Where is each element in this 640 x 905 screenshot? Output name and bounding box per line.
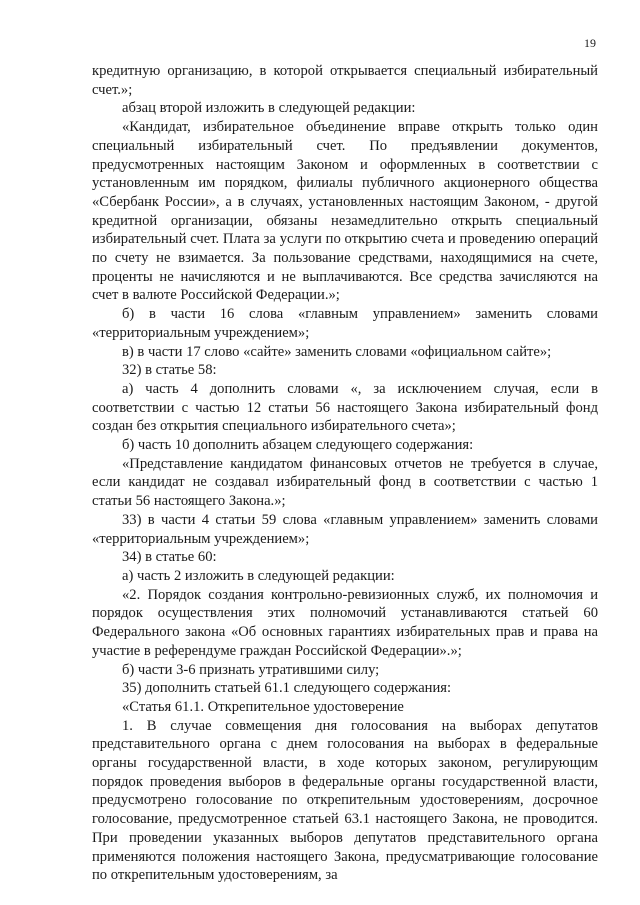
paragraph: «Представление кандидатом финансовых отчетов не требуется в случае, если кандидат не создавал избирательный фонд в соответствии с частью 1 статьи 56 настоящего Закона.»;	[92, 455, 598, 510]
paragraph: 32) в статье 58:	[122, 362, 217, 379]
paragraph: «2. Порядок создания контрольно-ревизионных служб, их полномочия и порядок осуществления этих полномочий устанавливаются статьей 60 Федерального закона «Об основных гарантиях избирательных прав и права на участие в референдуме граждан Российской Федерации».»;	[92, 586, 598, 659]
page-number: 19	[584, 36, 596, 50]
paragraph: «Статья 61.1. Открепительное удостоверение	[122, 698, 404, 715]
paragraph: а) часть 4 дополнить словами «, за исключением случая, если в соответствии с частью 12 статьи 56 настоящего Закона избирательный фонд создан без открытия специального избирательного счета»;	[92, 380, 598, 435]
document-body	[92, 62, 598, 885]
paragraph: кредитную организацию, в которой открывается специальный избирательный счет.»;	[92, 63, 598, 98]
paragraph: «Кандидат, избирательное объединение вправе открыть только один специальный избирательный счет. По предъявлении документов, предусмотренных настоящим Законом и оформленных в соответствии с установленным им порядком, филиалы публичного акционерного общества «Сбербанк России», а в случаях, установленных настоящим Законом, - другой кредитной организации, обязаны незамедлительно открыть специальный избирательный счет. Плата за услуги по открытию счета и проведению операций по счету не взимается. За пользование средствами, находящимися на счете, проценты не начисляются и не выплачиваются. Все средства зачисляются на счет в валюте Российской Федерации.»;	[92, 119, 598, 304]
paragraph: 34) в статье 60:	[122, 549, 217, 566]
paragraph: 33) в части 4 статьи 59 слова «главным управлением» заменить словами «территориальным учреждением»;	[92, 511, 598, 547]
paragraph: 1. В случае совмещения дня голосования на выборах депутатов представительного органа с днем голосования на выборах в федеральные органы государственной власти, в ходе которых законом, регулирующим порядок проведения выборов в федеральные органы государственной власти, предусмотрено голосование по открепительным удостоверениям, досрочное голосование, предусмотренное статьей 63.1 настоящего Закона, не проводится. При проведении указанных выборов депутатов представительного органа применяются положения настоящего Закона, предусматривающие голосование по открепительным удостоверениям, за	[92, 717, 598, 884]
paragraph: б) часть 10 дополнить абзацем следующего содержания:	[122, 437, 474, 454]
paragraph: б) в части 16 слова «главным управлением» заменить словами «территориальным учреждением»;	[92, 306, 598, 341]
paragraph: а) часть 2 изложить в следующей редакции:	[122, 567, 395, 584]
paragraph: б) части 3-6 признать утратившими силу;	[122, 661, 380, 678]
paragraph: 35) дополнить статьей 61.1 следующего содержания:	[122, 680, 452, 697]
paragraph: абзац второй изложить в следующей редакции:	[122, 100, 416, 117]
paragraph: в) в части 17 слово «сайте» заменить словами «официальном сайте»;	[122, 343, 552, 360]
